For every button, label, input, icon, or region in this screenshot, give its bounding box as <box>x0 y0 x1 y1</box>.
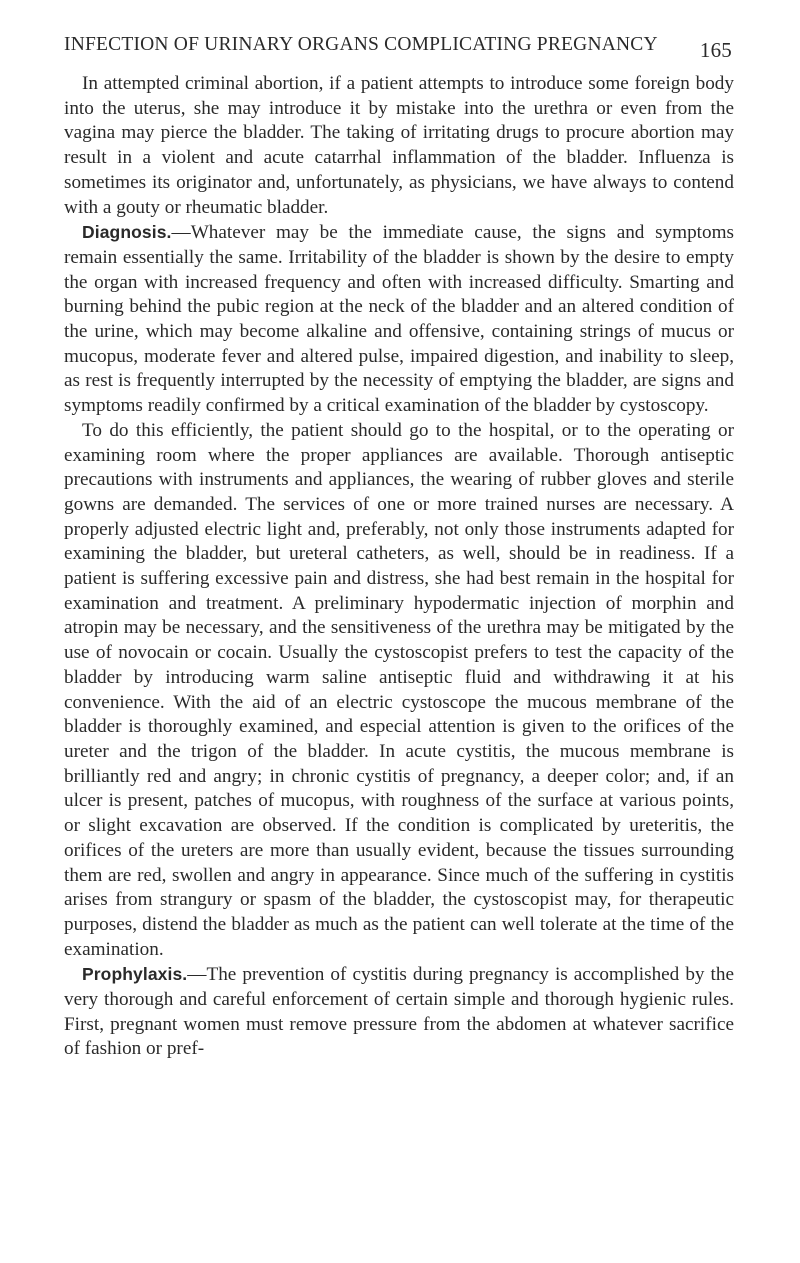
paragraph-cystoscopy <box>64 419 734 962</box>
running-head <box>64 34 732 66</box>
page-number: 165 <box>699 38 732 62</box>
paragraph-diagnosis <box>64 220 734 419</box>
running-head-title: INFECTION OF URINARY ORGANS COMPLICATING PREGNANCY <box>64 34 658 55</box>
section-heading-diagnosis: Diagnosis. <box>82 222 172 243</box>
section-heading-prophylaxis: Prophylaxis. <box>82 964 188 985</box>
body-text <box>64 72 734 1062</box>
paragraph-prophylaxis <box>64 962 734 1062</box>
paragraph-text: —The prevention of cystitis during pregnancy is accomplished by the very thorough and careful enforcement of certain simple and thorough hygienic rules. First, pregnant women must remove pressure from the abdomen at whatever sacrifice of fashion or pref- <box>64 964 734 1060</box>
paragraph-text: —Whatever may be the immediate cause, the signs and symptoms remain essentially the same. Irritability of the bladder is shown by the desire to empty the organ with increased frequency and often with increased difficulty. Smarting and burning behind the pubic region at the neck of the bladder and an altered condition of the urine, which may become alkaline and offensive, containing strings of mucus or mucopus, moderate fever and altered pulse, impaired digestion, and inability to sleep, as rest is frequently interrupted by the necessity of emptying the bladder, are signs and symptoms readily confirmed by a critical examination of the bladder by cystoscopy. <box>64 222 734 417</box>
paragraph-criminal-abortion <box>64 72 734 220</box>
paragraph-text: In attempted criminal abortion, if a patient attempts to introduce some foreign body into the uterus, she may introduce it by mistake into the urethra or even from the vagina may pierce the bladder. The taking of irritating drugs to procure abortion may result in a violent and acute catarrhal inflammation of the bladder. Influenza is sometimes its originator and, unfortunately, as physicians, we have always to contend with a gouty or rheumatic bladder. <box>64 73 734 218</box>
paragraph-text: To do this efficiently, the patient should go to the hospital, or to the operating or examining room where the proper appliances are available. Thorough antiseptic precautions with instruments and appliances, the wearing of rubber gloves and sterile gowns are demanded. The services of one or more trained nurses are necessary. A properly adjusted electric light and, preferably, not only those instruments adapted for examining the bladder, but ureteral catheters, as well, should be in readiness. If a patient is suffering excessive pain and distress, she had best remain in the hospital for examination and treatment. A preliminary hypodermatic injection of morphin and atropin may be necessary, and the sensitiveness of the urethra may be mitigated by the use of novocain or cocain. Usually the cystoscopist prefers to test the capacity of the bladder by introducing warm saline antiseptic fluid and withdrawing it at his convenience. With the aid of an electric cystoscope the mucous membrane of the bladder is thoroughly examined, and especial attention is given to the orifices of the ureter and the trigon of the bladder. In acute cystitis, the mucous membrane is brilliantly red and angry; in chronic cystitis of pregnancy, a deeper color; and, if an ulcer is present, patches of mucopus, with roughness of the surface at various points, or slight excavation are observed. If the condition is complicated by ureteritis, the orifices of the ureters are more than usually evident, because the tissues surrounding them are red, swollen and angry in appearance. Since much of the suffering in cystitis arises from strangury or spasm of the bladder, the cystoscopist may, for therapeutic purposes, distend the bladder as much as the patient can well tolerate at the time of the examination. <box>64 419 734 960</box>
